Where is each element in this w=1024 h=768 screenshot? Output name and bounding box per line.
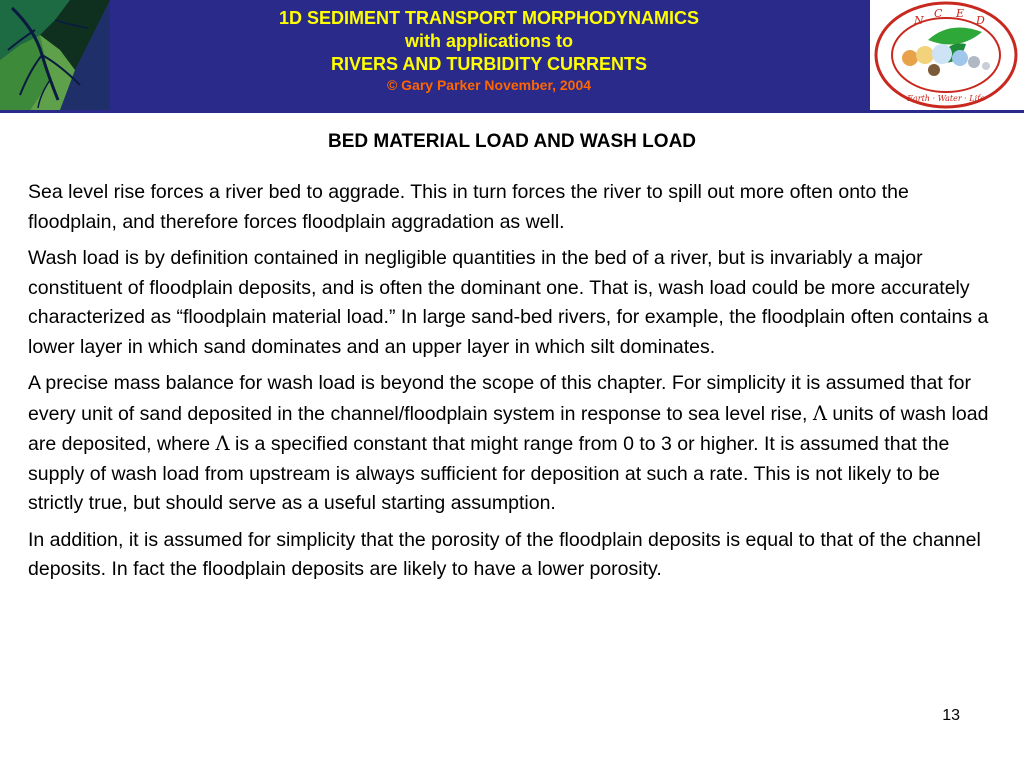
paragraph-sea-level-rise: Sea level rise forces a river bed to aggrade. This in turn forces the river to spill out more often onto the floodplain, and therefore forces floodplain aggradation as well. [28, 181, 909, 233]
lambda-symbol: Λ [812, 401, 827, 425]
header-copyright: © Gary Parker November, 2004 [386, 77, 592, 93]
paragraph-mass-balance [28, 369, 998, 519]
logo-letter-n: N [914, 14, 924, 27]
slide-body [28, 178, 998, 592]
logo-letter-d: D [976, 14, 985, 27]
nced-logo [868, 0, 1024, 110]
nced-logo-graphic [870, 0, 1024, 110]
header-title-line-3: RIVERS AND TURBIDITY CURRENTS [330, 54, 648, 74]
header-title-line-2: with applications to [404, 31, 573, 51]
logo-letter-c: C [934, 7, 943, 20]
delta-satellite-image [0, 0, 110, 110]
paragraph-mass-balance-part-1: A precise mass balance for wash load is beyond the scope of this chapter. For simplicity it is assumed that for every unit of sand deposited in the channel/floodplain system in response to sea level rise, [28, 372, 971, 425]
header-title-block [110, 7, 868, 94]
page-number: 13 [942, 707, 960, 724]
header-title-line-1: 1D SEDIMENT TRANSPORT MORPHODYNAMICS [278, 8, 700, 28]
paragraph-mass-balance-part-3: is a specified constant that might range from 0 to 3 or higher. It is assumed that the supply of wash load from upstream is always sufficient for deposition at such a rate. This is not likely to be strictly true, but should serve as a useful starting assumption. [28, 433, 950, 514]
paragraph-mass-balance-part-2: units of wash load are deposited, where [28, 402, 989, 455]
delta-image-graphic [0, 0, 110, 110]
paragraph-porosity: In addition, it is assumed for simplicity that the porosity of the floodplain deposits is equal to that of the channel deposits. In fact the floodplain deposits are likely to have a lower porosity. [28, 528, 981, 580]
slide-title: BED MATERIAL LOAD AND WASH LOAD [327, 131, 697, 152]
logo-motto: Earth · Water · Life [907, 94, 985, 103]
header-divider [0, 110, 1024, 113]
lambda-symbol: Λ [215, 432, 230, 455]
header-banner [0, 0, 1024, 110]
paragraph-wash-load-definition: Wash load is by definition contained in negligible quantities in the bed of a river, but is invariably a major constituent of floodplain deposits, and is often the dominant one. That is, wash load could be more accurately characterized as “floodplain material load.” In large sand-bed rivers, for example, the floodplain often contains a lower layer in which sand dominates and an upper layer in which silt dominates. [28, 247, 989, 358]
logo-letter-e: E [956, 7, 965, 20]
